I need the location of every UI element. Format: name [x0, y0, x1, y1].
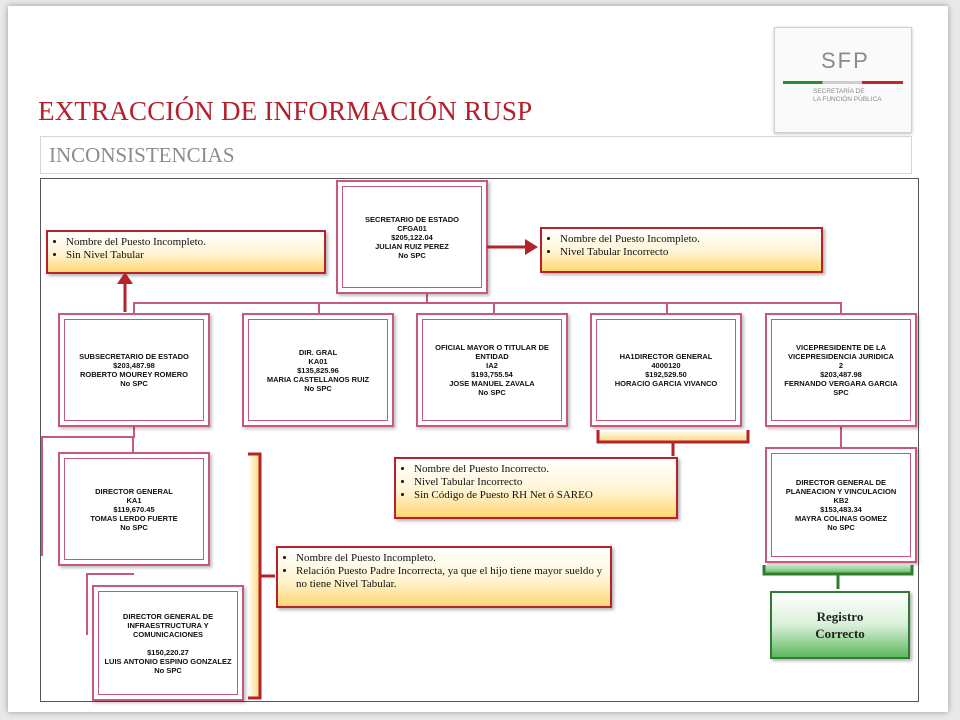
node-line: 4000120	[651, 361, 681, 370]
node-line: LUIS ANTONIO ESPINO GONZALEZ	[104, 656, 232, 666]
logo-line-1: SECRETARÍA DE	[813, 88, 865, 95]
arrow-up-icon	[117, 272, 133, 312]
node-line: ENTIDAD	[475, 352, 509, 361]
node-line: $193,755.54	[471, 370, 513, 379]
ok-line-1: Registro	[816, 609, 864, 624]
bracket-ok-icon	[764, 565, 912, 589]
node-line: COMUNICACIONES	[132, 629, 203, 639]
section-subtitle: INCONSISTENCIAS	[49, 143, 235, 167]
node-line: $205,122.04	[391, 232, 433, 242]
note-item: • Nivel Tabular Incorrecto	[414, 476, 670, 489]
arrow-right-icon	[487, 239, 538, 255]
note-item: • Sin Código de Puesto RH Net ó SAREO	[414, 489, 670, 502]
bracket-ha1-icon	[598, 430, 748, 456]
node-line: OFICIAL MAYOR O TITULAR DE	[435, 343, 549, 352]
node-line: MAYRA COLINAS GOMEZ	[795, 514, 887, 523]
logo-text: SFP	[821, 48, 870, 73]
note-item: • Nombre del Puesto Incompleto.	[66, 236, 318, 249]
node-line: TOMAS LERDO FUERTE	[90, 513, 178, 523]
node-line: CFGA01	[397, 223, 427, 233]
node-line: No SPC	[154, 665, 182, 675]
node-line: No SPC	[120, 522, 148, 532]
bracket-left-icon	[248, 454, 275, 698]
node-line: $192,529.50	[645, 370, 687, 379]
node-line: DIRECTOR GENERAL	[95, 486, 173, 496]
node-line: No SPC	[478, 388, 506, 397]
logo-line-2: LA FUNCIÓN PÚBLICA	[813, 96, 882, 103]
node-line: $153,483.34	[820, 505, 862, 514]
node-line: IA2	[486, 361, 498, 370]
node-line: KA1	[126, 495, 142, 505]
note-item: • Nivel Tabular Incorrecto	[560, 246, 815, 259]
node-line: PLANEACION Y VINCULACION	[785, 487, 897, 496]
node-line: FERNANDO VERGARA GARCIA	[784, 379, 898, 388]
node-line: DIR. GRAL	[298, 347, 338, 357]
note-item: • Nombre del Puesto Incompleto.	[296, 552, 604, 565]
note-item: • Nombre del Puesto Incorrecto.	[414, 463, 670, 476]
ok-line-2: Correcto	[815, 626, 865, 641]
node-line: KA01	[308, 356, 328, 366]
node-line: HORACIO GARCIA VIVANCO	[614, 379, 718, 388]
node-line: VICEPRESIDENTE DE LA	[795, 343, 886, 352]
node-line: $150,220.27	[147, 647, 189, 657]
node-line: 2	[838, 361, 844, 370]
node-line: SUBSECRETARIO DE ESTADO	[79, 352, 189, 361]
node-line: HA1DIRECTOR GENERAL	[619, 352, 713, 361]
node-line: JULIAN RUIZ PEREZ	[375, 241, 449, 251]
page-title: EXTRACCIÓN DE INFORMACIÓN RUSP	[38, 96, 533, 126]
node-line: KB2	[833, 496, 849, 505]
note-item: • Relación Puesto Padre Incorrecta, ya que el hijo tiene mayor sueldo y no tiene Nivel Tabular.	[296, 565, 604, 591]
note-item: • Sin Nivel Tabular	[66, 249, 318, 262]
node-line: $203,487.98	[113, 361, 155, 370]
node-line: JOSE MANUEL ZAVALA	[449, 379, 535, 388]
node-line: No SPC	[120, 379, 148, 388]
node-line: DIRECTOR GENERAL DE	[795, 478, 887, 487]
node-line: No SPC	[304, 383, 332, 393]
node-line: INFRAESTRUCTURA Y	[127, 620, 209, 630]
node-line: SPC	[833, 388, 849, 397]
node-line: DIRECTOR GENERAL DE	[122, 611, 214, 621]
node-line: No SPC	[827, 523, 855, 532]
node-line: $119,670.45	[113, 504, 155, 514]
node-line: SECRETARIO DE ESTADO	[365, 214, 459, 224]
node-line: $203,487.98	[820, 370, 862, 379]
note-item: • Nombre del Puesto Incompleto.	[560, 233, 815, 246]
node-line: MARIA CASTELLANOS RUIZ	[266, 374, 370, 384]
node-line: No SPC	[398, 250, 426, 260]
node-line: VICEPRESIDENCIA JURIDICA	[787, 352, 894, 361]
node-line: $135,825.96	[297, 365, 339, 375]
node-line: ROBERTO MOUREY ROMERO	[79, 370, 189, 379]
